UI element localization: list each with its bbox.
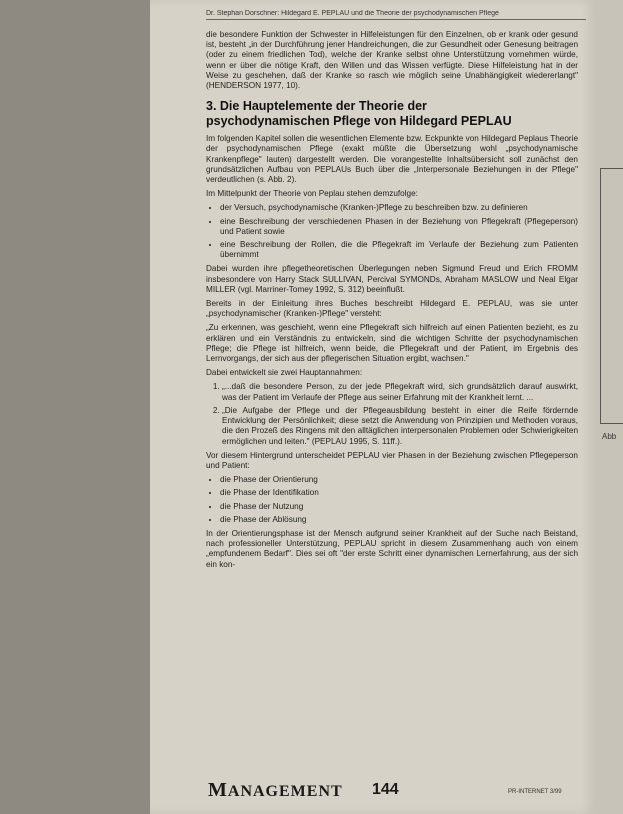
footer-issue: PR-INTERNET 3/99 — [508, 789, 562, 795]
list-item: • die Phase der Orientierung — [220, 475, 578, 485]
list-item: • der Versuch, psychodynamische (Kranken-)Pflege zu beschreiben bzw. zu definieren — [220, 203, 578, 213]
footer-journal-title — [208, 779, 343, 802]
adjacent-figure-frame — [600, 168, 623, 424]
paragraph: Bereits in der Einleitung ihres Buches beschreibt Hildegard E. PEPLAU, was sie unter „psychodynamischer (Kranken-)Pflege" versteht: — [206, 299, 578, 319]
footer-title-initial: M — [208, 779, 228, 801]
list-item: 2. „Die Aufgabe der Pflege und der Pflegeausbildung besteht in einer die Reife fördernde Entwicklung der Persönlichkeit; diese setzt die Anwendung von Prinzipien und Methoden voraus, die den Prozeß des Ringens mit den alltäglichen interpersonalen Problemen oder Schwierigkeiten ermöglichen und leiten." (PEPLAU 1995, S. 11ff.). — [222, 406, 578, 447]
paragraph: Dabei entwickelt sie zwei Hauptannahmen: — [206, 368, 363, 378]
paragraph: Im folgenden Kapitel sollen die wesentlichen Elemente bzw. Eckpunkte von Hildegard Peplaus Theorie der psychodynamischen Pflege (exakt müßte die Übersetzung wohl „psychodynamische Krankenpflege" lauten) dargestellt werden. Die vorangestellte Inhaltsübersicht soll zunächst den grundsätzlichen Aufbau von PEPLAUs Buch über die „Interpersonale Beziehungen in der Pflege" verdeutlichen (s. Abb. 2). — [206, 134, 578, 185]
list-item: • die Phase der Ablösung — [220, 515, 578, 525]
paragraph: In der Orientierungsphase ist der Mensch aufgrund seiner Krankheit auf der Suche nach Beistand, nach professioneller Unterstützung, PEPLAU spricht in diesem Zusammenhang auch von einem „empfundenem Bedarf". Dies sei oft "der erste Schritt einer dynamischen Lernerfahrung, aus der sich ein kon- — [206, 528, 578, 569]
adjacent-figure-label: Abb — [602, 432, 617, 441]
section-heading — [206, 99, 578, 128]
footer-title-rest: ANAGEMENT — [227, 783, 343, 800]
paragraph: Im Mittelpunkt der Theorie von Peplau stehen demzufolge: — [206, 189, 418, 199]
paragraph: Dabei wurden ihre pflegetheoretischen Überlegungen neben Sigmund Freud und Erich FROMM insbesondere von Harry Stack SULLIVAN, Percival SYMONDs, Abraham MASLOW und Neal Elgar MILLER (vgl. Marriner-Tomey 1992, S. 312) beeinflußt. — [206, 264, 578, 294]
list-item: • die Phase der Identifikation — [220, 488, 578, 498]
article-body — [206, 30, 578, 574]
list-item: • eine Beschreibung der Rollen, die die Pflegekraft im Verlaufe der Beziehung zum Patienten übernimmt — [220, 240, 578, 260]
list-item: • die Phase der Nutzung — [220, 502, 578, 512]
page-number: 144 — [372, 781, 399, 798]
section-heading-line-1: 3. Die Hauptelemente der Theorie der — [206, 99, 427, 114]
main-elements-list — [206, 203, 578, 260]
phases-list — [206, 475, 578, 525]
paragraph: Vor diesem Hintergrund unterscheidet PEPLAU vier Phasen in der Beziehung zwischen Pflegeperson und Patient: — [206, 450, 578, 470]
assumptions-list — [206, 382, 578, 446]
running-header: Dr. Stephan Dorschner: Hildegard E. PEPLAU und die Theorie der psychodynamischen Pflege — [206, 10, 586, 20]
intro-paragraph: die besondere Funktion der Schwester in Hilfeleistungen für den Einzelnen, ob er krank oder gesund ist, besteht „in der Durchführung jener Handreichungen, die zur Gesundheit oder Genesung beitragen (oder zu einem friedlichen Tod), welche der Kranke selbst ohne Unterstützung vornehmen würde, wenn er über die nötige Kraft, den Willen und das Wissen verfügte. Diese Hilfeleistung hat in der Weise zu geschehen, daß der Kranke so rasch wie möglich seine Unabhängigkeit wiedererlangt" (HENDERSON 1977, 10). — [206, 30, 578, 91]
section-heading-line-2: psychodynamischen Pflege von Hildegard PEPLAU — [206, 113, 512, 128]
quote-paragraph: „Zu erkennen, was geschieht, wenn eine Pflegekraft sich hilfreich auf einen Patienten bezieht, es zu erklären und ein Verständnis zu entwickeln, sind die wichtigen Schritte der psychodynamischen Pflege; die Pflege ist hilfreich, wenn beide, die Pflegekraft und der Patient, im Ergebnis des Lernvorgangs, der sich aus der pflegerischen Situation ergibt, wachsen." — [206, 323, 578, 364]
list-item: 1. „...daß die besondere Person, zu der jede Pflegekraft wird, sich grundsätzlich darauf auswirkt, was der Patient im Verlaufe der Pflege aus seiner Erfahrung mit der Krankheit lernt. ... — [222, 382, 578, 402]
list-item: • eine Beschreibung der verschiedenen Phasen in der Beziehung von Pflegekraft (Pflegeperson) und Patient sowie — [220, 217, 578, 237]
